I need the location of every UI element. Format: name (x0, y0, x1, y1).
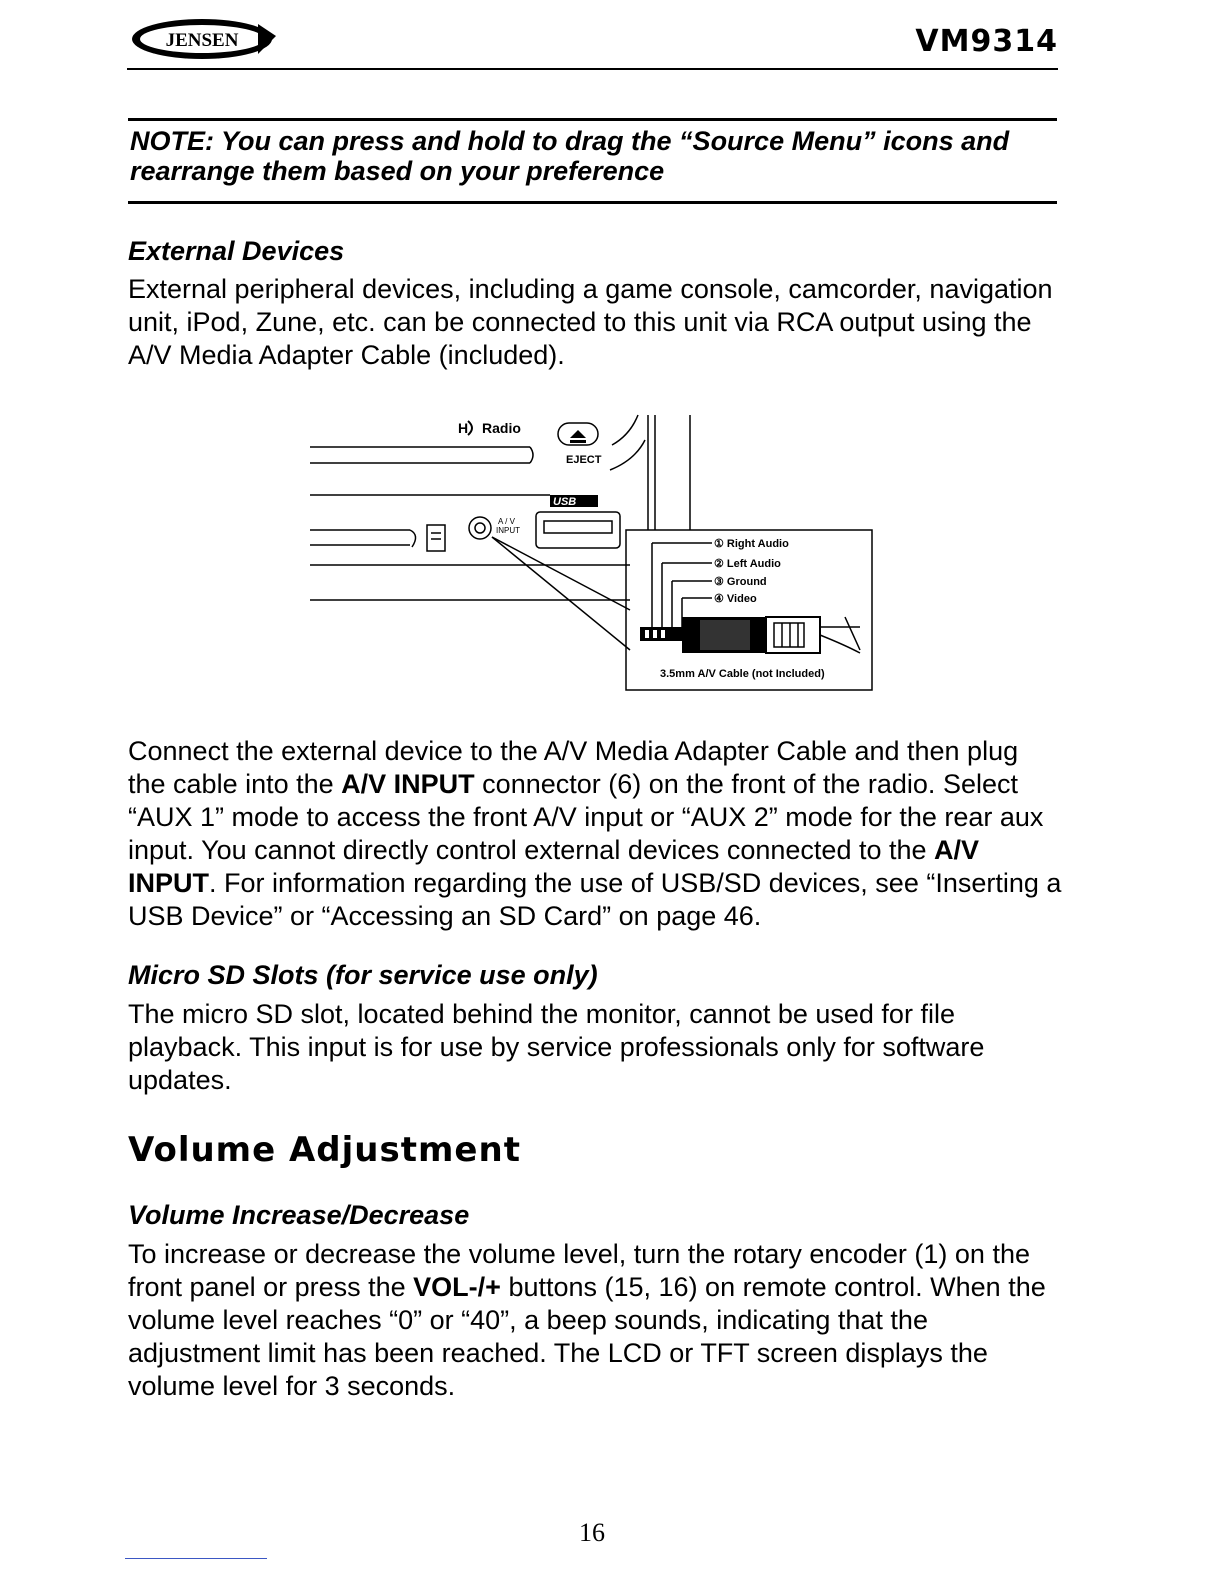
volume-body: To increase or decrease the volume level, turn the rotary encoder (1) on the front panel or press the VOL-/+ buttons (15, 16) on remote control. When the volume level reaches “0” or “40”, a beep sounds, indicating that the adjustment limit has been reached. The LCD or TFT screen displays the volume level for 3 seconds. (128, 1239, 1046, 1401)
jensen-logo (130, 16, 280, 62)
micro-sd-heading: Micro SD Slots (for service use only) (128, 960, 598, 990)
pin-label-left-audio: ② Left Audio (714, 558, 781, 570)
brand-text: JENSEN (165, 30, 239, 51)
footer-rule (125, 1558, 267, 1559)
av-input-label-2: INPUT (496, 526, 520, 535)
eject-label: EJECT (566, 454, 602, 466)
usb-logo: USB (553, 496, 577, 508)
external-devices-heading: External Devices (128, 236, 345, 266)
av-input-label-1: A / V (498, 517, 515, 526)
hd-radio-label: Radio (482, 420, 521, 436)
pin-label-right-audio: ① Right Audio (714, 538, 789, 550)
header-divider (127, 68, 1058, 70)
note-rule-bottom (128, 201, 1057, 204)
vol-button-term: VOL-/+ (413, 1272, 501, 1302)
cable-caption: 3.5mm A/V Cable (not Included) (660, 668, 825, 680)
page-number: 16 (579, 1518, 605, 1547)
pin-label-ground: ③ Ground (714, 576, 767, 588)
note-rule-top (128, 118, 1057, 121)
volume-increase-heading: Volume Increase/Decrease (128, 1200, 470, 1230)
pin-label-video: ④ Video (714, 593, 757, 605)
micro-sd-body: The micro SD slot, located behind the monitor, cannot be used for file playback. This input is for use by service professionals only for software updates. (128, 999, 985, 1095)
model-number: VM9314 (915, 24, 1058, 59)
connect-paragraph: Connect the external device to the A/V Media Adapter Cable and then plug the cable into the A/V INPUT connector (6) on the front of the radio. Select “AUX 1” mode to access the front A/V input or “AUX 2” mode for the rear aux input. You cannot directly control external devices connected to the A/V INPUT. For information regarding the use of USB/SD devices, see “Inserting a USB Device” or “Accessing an SD Card” on page 46. (128, 736, 1062, 931)
note-text: NOTE: You can press and hold to drag the “Source Menu” icons and rearrange them based on your preference (130, 126, 1010, 186)
av-input-term: A/V INPUT (128, 835, 980, 898)
av-input-term: A/V INPUT (341, 769, 475, 799)
svg-text:H: H (458, 420, 469, 436)
av-input-diagram (300, 405, 880, 700)
external-devices-body: External peripheral devices, including a game console, camcorder, navigation unit, iPod, Zune, etc. can be connected to this unit via RCA output using the A/V Media Adapter Cable (included). (128, 274, 1053, 370)
volume-section-title: Volume Adjustment (128, 1130, 521, 1170)
